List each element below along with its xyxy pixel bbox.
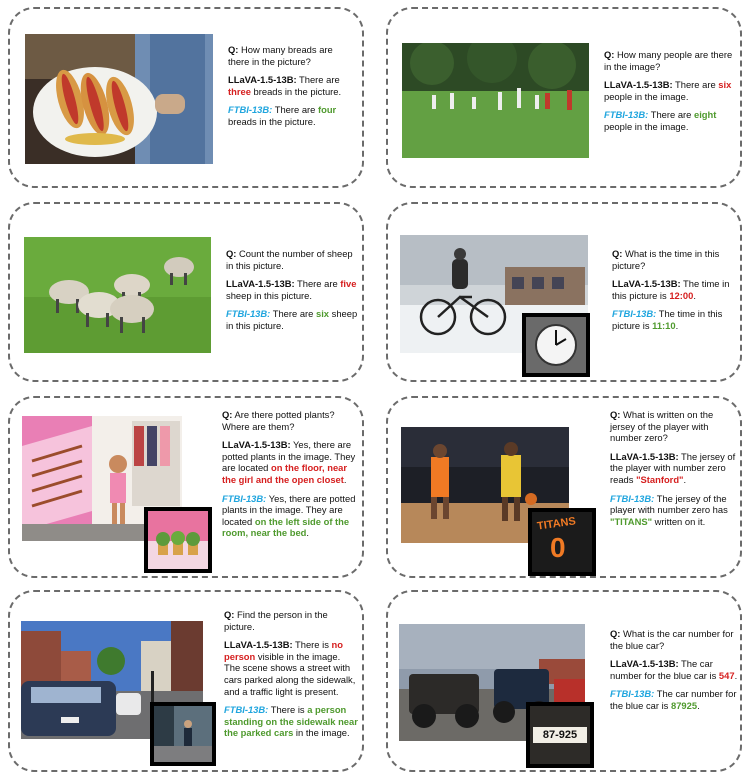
llava-answer-highlight: "Stanford" — [636, 473, 684, 485]
ftbi-answer-highlight: 11:10 — [652, 319, 676, 331]
llava-label: LLaVA-1.5-13B: — [222, 439, 291, 451]
llava-label: LLaVA-1.5-13B: — [226, 278, 295, 290]
llava-answer-highlight: 547 — [718, 669, 735, 681]
ftbi-answer-post: . — [675, 319, 679, 331]
example-card-car — [386, 590, 742, 772]
ftbi-label: FTBI-13B: — [222, 492, 267, 504]
llava-label: LLaVA-1.5-13B: — [224, 639, 293, 651]
question-label: Q: — [610, 409, 621, 420]
llava-answer-highlight: no person — [224, 639, 343, 662]
question-text: How many people are there in the image? — [604, 49, 733, 72]
question-text: What is the car number for the blue car? — [610, 628, 734, 651]
ftbi-answer-highlight: a person standing on the sidewalk near the parked cars — [224, 704, 358, 739]
llava-answer-post: visible in the image. The scene shows a street with cars parked along the sidewalk, and a traffic light is present. — [224, 650, 356, 697]
question-label: Q: — [610, 628, 621, 639]
qa-text — [610, 409, 740, 534]
ftbi-answer-post: . — [306, 527, 309, 539]
llava-answer-post: . — [693, 289, 696, 301]
ftbi-answer-pre: The time in this picture is — [612, 308, 723, 331]
qa-text — [604, 49, 736, 140]
ftbi-label: FTBI-13B: — [226, 308, 271, 320]
llava-answer-post: . — [683, 473, 687, 485]
llava-answer-pre: The jersey of the player with number zero reads — [610, 450, 736, 485]
ftbi-answer-post: sheep in this picture. — [226, 308, 358, 331]
ftbi-answer-post: breads in the picture. — [228, 115, 316, 127]
llava-answer-pre: There are — [299, 74, 340, 86]
plate-number-text: 87-925 — [533, 727, 587, 743]
qa-text — [612, 248, 738, 339]
llava-answer-highlight: on the floor, near the girl and the open closet — [222, 462, 348, 485]
question-text: How many breads are there in the picture? — [228, 44, 333, 67]
example-card-breads — [8, 7, 364, 188]
inset-jersey-closeup — [528, 508, 596, 576]
example-card-jersey — [386, 396, 742, 578]
photo-hotdogs — [25, 34, 213, 164]
example-card-sheep — [8, 202, 364, 382]
example-card-person — [8, 590, 364, 772]
inset-potted-plants — [144, 507, 212, 573]
ftbi-answer-pre: There are — [650, 109, 692, 121]
question-text: Find the person in the picture. — [224, 609, 328, 632]
ftbi-label: FTBI-13B: — [224, 704, 269, 716]
llava-answer-pre: There is — [295, 639, 329, 651]
qa-text — [226, 248, 358, 339]
example-card-people — [386, 7, 742, 188]
ftbi-answer-post: people in the image. — [604, 120, 689, 132]
photo-sheep — [24, 237, 211, 353]
ftbi-answer-highlight: "TITANS" — [610, 515, 653, 527]
llava-answer-pre: Yes, there are potted plants in the image. They are located — [222, 439, 356, 474]
question-label: Q: — [604, 49, 615, 60]
inset-jersey-number: 0 — [550, 532, 566, 563]
ftbi-answer-post: . — [697, 699, 700, 711]
ftbi-label: FTBI-13B: — [610, 492, 655, 504]
question-label: Q: — [224, 609, 235, 620]
question-label: Q: — [228, 44, 239, 55]
llava-answer-pre: The time in this picture is — [612, 278, 730, 301]
question-text: Are there potted plants? Where are them? — [222, 409, 335, 432]
llava-label: LLaVA-1.5-13B: — [604, 79, 673, 91]
llava-answer-pre: The car number for the blue car is — [610, 658, 717, 681]
llava-label: LLaVA-1.5-13B: — [612, 278, 681, 290]
llava-answer-post: . — [734, 669, 738, 681]
llava-answer-highlight: five — [340, 278, 357, 290]
ftbi-answer-highlight: eight — [693, 109, 717, 121]
question-text: Count the number of sheep in this picture. — [226, 248, 353, 271]
ftbi-answer-highlight: six — [315, 308, 330, 320]
ftbi-answer-pre: The jersey of the player with number zero has — [610, 492, 728, 516]
llava-answer-highlight: three — [228, 85, 251, 97]
ftbi-label: FTBI-13B: — [612, 308, 657, 320]
ftbi-label: FTBI-13B: — [228, 104, 273, 116]
ftbi-answer-pre: There are — [274, 104, 316, 116]
question-label: Q: — [612, 248, 623, 259]
inset-titans-text: TITANS — [536, 515, 577, 533]
qa-text — [610, 628, 738, 719]
question-text: What is written on the jersey of the player with number zero? — [610, 409, 714, 444]
qa-text — [224, 609, 358, 746]
inset-license-plate — [526, 702, 594, 768]
llava-label: LLaVA-1.5-13B: — [610, 658, 679, 670]
example-card-time — [386, 202, 742, 382]
ftbi-answer-highlight: four — [317, 104, 337, 116]
ftbi-answer-pre: The car number for the blue car is — [610, 688, 737, 711]
ftbi-answer-pre: There are — [272, 308, 314, 320]
llava-answer-post: sheep in this picture. — [226, 289, 312, 301]
ftbi-answer-post: written on it. — [654, 515, 706, 527]
ftbi-answer-highlight: 87925 — [670, 699, 698, 711]
ftbi-answer-pre: Yes, there are potted plants in the image. They are located — [222, 492, 356, 527]
qa-text — [222, 409, 357, 546]
llava-label: LLaVA-1.5-13B: — [610, 450, 679, 462]
llava-label: LLaVA-1.5-13B: — [228, 74, 297, 86]
llava-answer-pre: There are — [675, 79, 716, 91]
example-card-plants — [8, 396, 364, 578]
inset-person-sidewalk — [150, 702, 216, 766]
ftbi-label: FTBI-13B: — [604, 109, 649, 121]
ftbi-label: FTBI-13B: — [610, 688, 655, 700]
llava-answer-post: . — [343, 473, 347, 485]
llava-answer-post: breads in the picture. — [253, 85, 342, 97]
question-label: Q: — [222, 409, 233, 420]
inset-clock — [522, 313, 590, 377]
llava-answer-pre: There are — [297, 278, 338, 290]
ftbi-answer-highlight: on the left side of the room, near the bed — [222, 515, 350, 539]
llava-answer-highlight: six — [718, 79, 732, 91]
llava-answer-post: people in the image. — [604, 90, 689, 102]
llava-answer-highlight: 12:00 — [669, 289, 694, 301]
photo-field-players — [402, 43, 589, 158]
ftbi-answer-post: in the image. — [295, 727, 350, 739]
qa-text — [228, 44, 356, 135]
question-text: What is the time in this picture? — [612, 248, 720, 271]
ftbi-answer-pre: There is — [270, 704, 305, 716]
question-label: Q: — [226, 248, 237, 259]
